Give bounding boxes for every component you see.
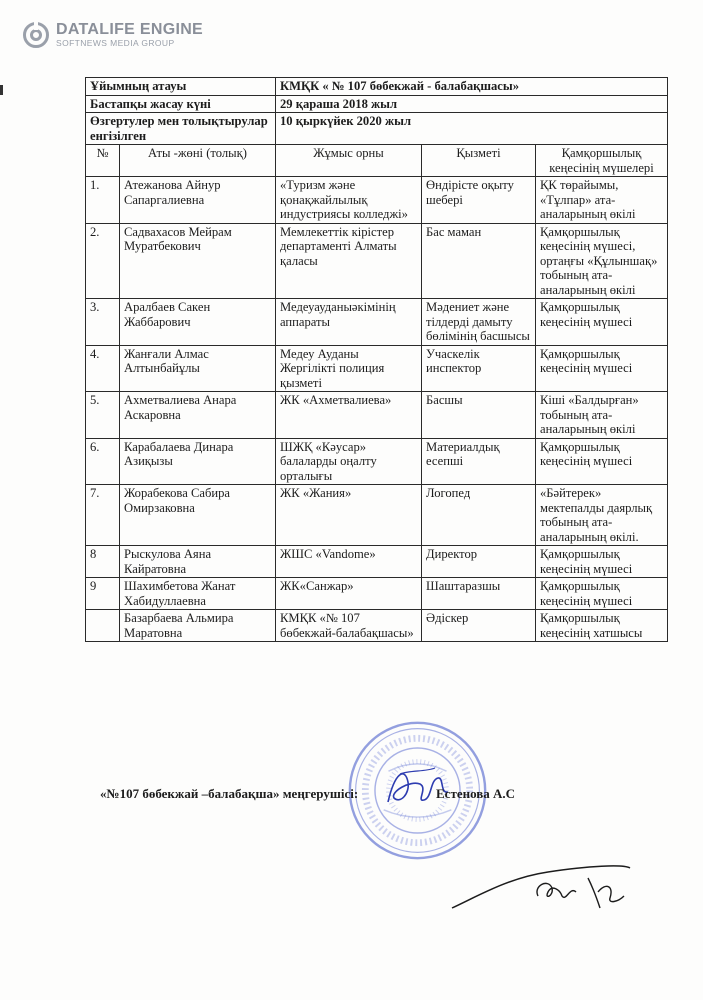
board-role: Қамқоршылық кеңесінің мүшесі bbox=[536, 438, 668, 485]
footer-signature-line bbox=[100, 786, 516, 802]
row-number: 5. bbox=[86, 392, 120, 439]
member-name: Базарбаева Альмира Маратовна bbox=[120, 610, 276, 642]
job-title: Директор bbox=[422, 546, 536, 578]
table-row bbox=[86, 345, 668, 392]
workplace: ЖК«Санжар» bbox=[276, 578, 422, 610]
board-role: Қамқоршылық кеңесінің мүшесі bbox=[536, 578, 668, 610]
info-row-created bbox=[86, 95, 668, 113]
workplace: Медеу Ауданы Жергілікті полиция қызметі bbox=[276, 345, 422, 392]
job-title: Мәдениет және тілдерді дамыту бөлімінің басшысы bbox=[422, 299, 536, 346]
watermark-logo bbox=[22, 21, 203, 49]
job-title: Шаштаразшы bbox=[422, 578, 536, 610]
row-number: 7. bbox=[86, 485, 120, 546]
row-number: 6. bbox=[86, 438, 120, 485]
job-title: Бас маман bbox=[422, 223, 536, 299]
row-number: 9 bbox=[86, 578, 120, 610]
member-rows bbox=[86, 177, 668, 642]
job-title: Әдіскер bbox=[422, 610, 536, 642]
info-value: 29 қараша 2018 жыл bbox=[276, 95, 668, 113]
member-name: Атежанова Айнур Сапаргалиевна bbox=[120, 177, 276, 224]
table-row bbox=[86, 485, 668, 546]
job-title: Басшы bbox=[422, 392, 536, 439]
column-header: Қызметі bbox=[422, 145, 536, 177]
column-header-row bbox=[86, 145, 668, 177]
member-name: Шахимбетова Жанат Хабидуллаевна bbox=[120, 578, 276, 610]
board-role: Кіші «Балдырған» тобының ата-аналарының өкілі bbox=[536, 392, 668, 439]
info-row-org bbox=[86, 78, 668, 96]
table-row bbox=[86, 610, 668, 642]
footer-label: «№107 бөбекжай –балабақша» меңгерушісі: bbox=[100, 786, 359, 801]
info-row-updated bbox=[86, 113, 668, 145]
member-name: Жанғали Алмас Алтынбайұлы bbox=[120, 345, 276, 392]
workplace: ЖК «Ахметвалиева» bbox=[276, 392, 422, 439]
workplace: Медеуауданыәкімінің аппараты bbox=[276, 299, 422, 346]
table-row bbox=[86, 177, 668, 224]
column-header: Жұмыс орны bbox=[276, 145, 422, 177]
workplace: КМҚК «№ 107 бөбекжай-балабақшасы» bbox=[276, 610, 422, 642]
datalife-logo-icon bbox=[22, 21, 50, 49]
table-row bbox=[86, 578, 668, 610]
job-title: Логопед bbox=[422, 485, 536, 546]
info-label: Ұйымның атауы bbox=[86, 78, 276, 96]
board-role: Қамқоршылық кеңесінің мүшесі bbox=[536, 546, 668, 578]
row-number: 3. bbox=[86, 299, 120, 346]
row-number: 8 bbox=[86, 546, 120, 578]
info-label: Өзгертулер мен толықтырулар енгізілген bbox=[86, 113, 276, 145]
column-header: Қамқоршылық кеңесінің мүшелері bbox=[536, 145, 668, 177]
column-header: № bbox=[86, 145, 120, 177]
table-row bbox=[86, 223, 668, 299]
member-name: Аралбаев Сакен Жаббарович bbox=[120, 299, 276, 346]
table-row bbox=[86, 546, 668, 578]
board-role: Қамқоршылық кеңесінің мүшесі, ортаңғы «Құлыншақ» тобының ата-аналарының өкілі bbox=[536, 223, 668, 299]
job-title: Өндірісте оқыту шебері bbox=[422, 177, 536, 224]
table-row bbox=[86, 392, 668, 439]
workplace: ЖК «Жания» bbox=[276, 485, 422, 546]
member-name: Ахметвалиева Анара Аскаровна bbox=[120, 392, 276, 439]
handwritten-signature bbox=[448, 856, 633, 918]
watermark-title: DATALIFE ENGINE bbox=[56, 21, 204, 38]
info-value: 10 қыркүйек 2020 жыл bbox=[276, 113, 668, 145]
member-name: Жорабекова Сабира Омирзаковна bbox=[120, 485, 276, 546]
member-name: Садвахасов Мейрам Муратбекович bbox=[120, 223, 276, 299]
row-number bbox=[86, 610, 120, 642]
job-title: Учаскелік инспектор bbox=[422, 345, 536, 392]
table-row bbox=[86, 299, 668, 346]
board-role: Қамқоршылық кеңесінің мүшесі bbox=[536, 299, 668, 346]
row-number: 1. bbox=[86, 177, 120, 224]
board-role: Қамқоршылық кеңесінің хатшысы bbox=[536, 610, 668, 642]
footer-signer: Естенова А.С bbox=[436, 786, 516, 801]
board-role: Қамқоршылық кеңесінің мүшесі bbox=[536, 345, 668, 392]
board-role: «Бәйтерек» мектепалды даярлық тобының ата-аналарының өкілі. bbox=[536, 485, 668, 546]
workplace: ЖШС «Vandome» bbox=[276, 546, 422, 578]
info-value: КМҚК « № 107 бөбекжай - балабақшасы» bbox=[276, 78, 668, 96]
board-members-table bbox=[85, 77, 668, 642]
row-number: 4. bbox=[86, 345, 120, 392]
workplace: Мемлекеттік кірістер департаменті Алматы қаласы bbox=[276, 223, 422, 299]
column-header: Аты -жөні (толық) bbox=[120, 145, 276, 177]
board-role: ҚК төрайымы, «Тұлпар» ата-аналарының өкілі bbox=[536, 177, 668, 224]
workplace: ШЖҚ «Кәусар» балаларды оңалту орталығы bbox=[276, 438, 422, 485]
info-label: Бастапқы жасау күні bbox=[86, 95, 276, 113]
row-number: 2. bbox=[86, 223, 120, 299]
scan-edge-mark bbox=[0, 85, 3, 95]
member-name: Рыскулова Аяна Кайратовна bbox=[120, 546, 276, 578]
job-title: Материалдық есепші bbox=[422, 438, 536, 485]
watermark-subtitle: SOFTNEWS MEDIA GROUP bbox=[56, 38, 175, 48]
member-name: Карабалаева Динара Азиқызы bbox=[120, 438, 276, 485]
workplace: «Туризм және қонақжайлылық индустриясы колледжі» bbox=[276, 177, 422, 224]
table-row bbox=[86, 438, 668, 485]
